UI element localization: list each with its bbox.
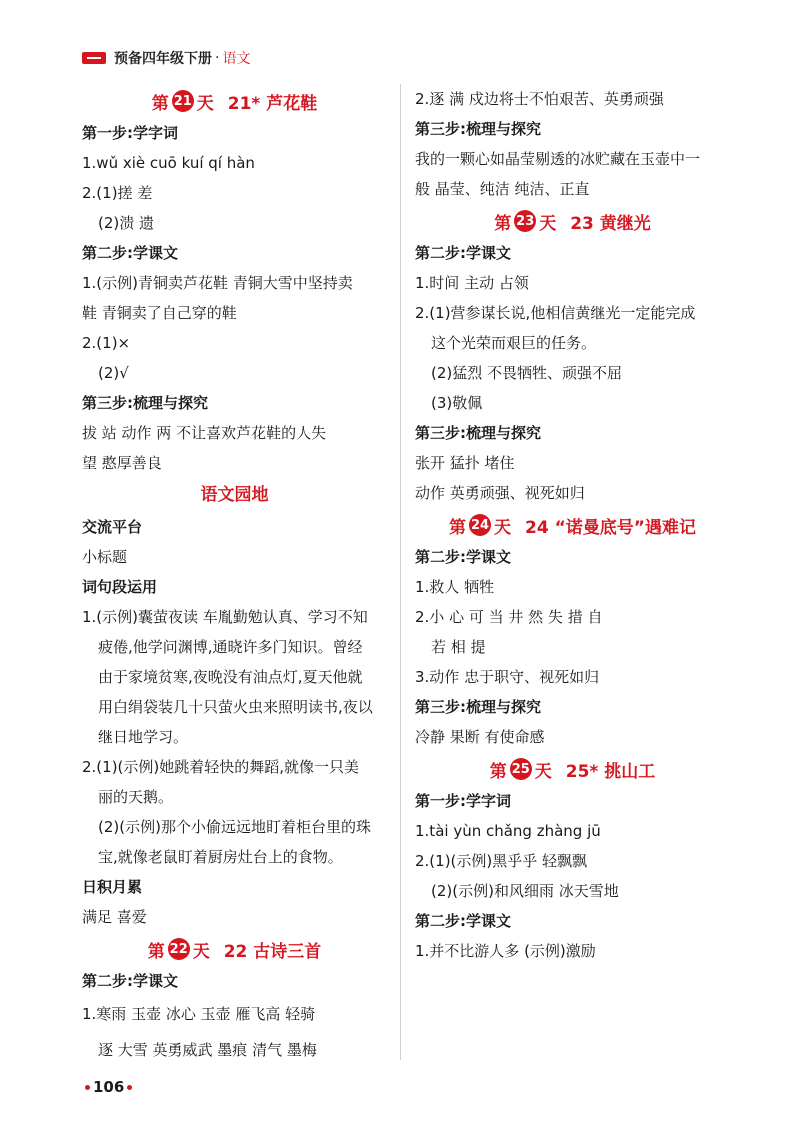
page-header [82, 46, 250, 70]
day-unit: 天 [539, 213, 557, 234]
day-number-badge: 21 [172, 90, 194, 112]
day-prefix: 第 [494, 213, 512, 234]
day-heading [82, 932, 387, 966]
answer-line: 宝,就像老鼠盯着厨房灶台上的食物。 [98, 848, 343, 866]
answer-line: 1.wǔ xiè cuō kuí qí hàn [82, 154, 255, 172]
answer-line: 小标题 [82, 548, 128, 566]
page-number [82, 1078, 135, 1096]
step-heading: 第二步:学课文 [82, 972, 178, 990]
answer-line: 我的一颗心如晶莹剔透的冰贮藏在玉壶中一 [415, 150, 701, 168]
answer-line: 由于家境贫寒,夜晚没有油点灯,夏天他就 [98, 668, 363, 686]
answer-line: 2.逐 满 戍边将士不怕艰苦、英勇顽强 [415, 90, 664, 108]
day-unit: 天 [494, 517, 512, 538]
answer-line: 用白绢袋装几十只萤火虫来照明读书,夜以 [98, 698, 373, 716]
day-heading [415, 508, 730, 542]
day-heading [82, 84, 387, 118]
answer-line: 2.(1)(示例)黑乎乎 轻飘飘 [415, 852, 588, 870]
answer-line: 冷静 果断 有使命感 [415, 728, 545, 746]
answer-line: (3)敬佩 [431, 394, 483, 412]
answer-line: 1.时间 主动 占领 [415, 274, 529, 292]
section-heading: 语文园地 [200, 485, 269, 505]
answer-line: 张开 猛扑 堵住 [415, 454, 515, 472]
answer-line: 拔 站 动作 两 不让喜欢芦花鞋的人失 [82, 424, 327, 442]
page-number-text: 106 [93, 1078, 125, 1096]
day-unit: 天 [192, 941, 210, 962]
step-heading: 日积月累 [82, 878, 143, 896]
answer-line: 3.动作 忠于职守、视死如归 [415, 668, 600, 686]
day-heading [415, 204, 730, 238]
day-unit: 天 [196, 93, 214, 114]
answer-line: 2.(1)搓 差 [82, 184, 153, 202]
answer-line: 鞋 青铜卖了自己穿的鞋 [82, 304, 237, 322]
step-heading: 第一步:学字词 [415, 792, 511, 810]
answer-line: (2)(示例)和风细雨 冰天雪地 [431, 882, 619, 900]
step-heading: 词句段运用 [82, 578, 158, 596]
answer-line: 丽的天鹅。 [98, 788, 174, 806]
step-heading: 第一步:学字词 [82, 124, 178, 142]
book-title: 预备四年级下册 [114, 51, 212, 67]
step-heading: 第三步:梳理与探究 [82, 394, 208, 412]
day-number-badge: 23 [514, 210, 536, 232]
answer-line: 1.寒雨 玉壶 冰心 玉壶 雁飞高 轻骑 [82, 1005, 316, 1023]
step-heading: 第二步:学课文 [415, 912, 511, 930]
step-heading: 交流平台 [82, 518, 143, 536]
lesson-title: 22 古诗三首 [223, 941, 322, 962]
answer-line: 1.tài yùn chǎng zhàng jū [415, 822, 601, 840]
day-number-badge: 22 [168, 938, 190, 960]
answer-line: 望 憨厚善良 [82, 454, 162, 472]
answer-line: 满足 喜爱 [82, 908, 147, 926]
day-prefix: 第 [151, 93, 169, 114]
step-heading: 第二步:学课文 [415, 244, 511, 262]
answer-line: 疲倦,他学问渊博,通晓许多门知识。曾经 [98, 638, 363, 656]
right-column [415, 84, 730, 966]
column-divider [400, 84, 401, 1060]
lesson-title: 21* 芦花鞋 [227, 93, 318, 114]
header-separator: · [215, 50, 220, 66]
page-dot-icon [85, 1085, 90, 1090]
lesson-title: 24 “诺曼底号”遇难记 [525, 517, 696, 538]
answer-line: (2)猛烈 不畏牺牲、顽强不屈 [431, 364, 623, 382]
day-heading [415, 752, 730, 786]
lesson-title: 23 黄继光 [570, 213, 651, 234]
answer-line: 逐 大雪 英勇威武 墨痕 清气 墨梅 [98, 1041, 317, 1059]
answer-line: (2)(示例)那个小偷远远地盯着柜台里的珠 [98, 818, 371, 836]
day-unit: 天 [534, 761, 552, 782]
day-number-badge: 24 [469, 514, 491, 536]
step-heading: 第三步:梳理与探究 [415, 698, 541, 716]
left-column [82, 84, 387, 1068]
answer-line: 2.(1)(示例)她跳着轻快的舞蹈,就像一只美 [82, 758, 360, 776]
answer-line: 2.(1)× [82, 334, 131, 352]
answer-line: 1.救人 牺牲 [415, 578, 495, 596]
answer-line: 1.(示例)青铜卖芦花鞋 青铜大雪中坚持卖 [82, 274, 353, 292]
answer-line: 般 晶莹、纯洁 纯洁、正直 [415, 180, 590, 198]
step-heading: 第三步:梳理与探究 [415, 120, 541, 138]
subject-label: 语文 [222, 51, 251, 67]
answer-line: 2.小 心 可 当 井 然 失 措 自 [415, 608, 603, 626]
answer-line: 这个光荣而艰巨的任务。 [431, 334, 597, 352]
day-prefix: 第 [489, 761, 507, 782]
answer-line: 1.并不比游人多 (示例)激励 [415, 942, 596, 960]
brand-logo-icon [82, 52, 106, 64]
page-dot-icon [127, 1085, 132, 1090]
day-number-badge: 25 [510, 758, 532, 780]
step-heading: 第二步:学课文 [415, 548, 511, 566]
lesson-title: 25* 挑山工 [565, 761, 656, 782]
answer-line: 继日地学习。 [98, 728, 189, 746]
answer-line: 若 相 提 [431, 638, 486, 656]
answer-line: (2)溃 遗 [98, 214, 155, 232]
day-prefix: 第 [449, 517, 467, 538]
step-heading: 第二步:学课文 [82, 244, 178, 262]
day-prefix: 第 [147, 941, 165, 962]
answer-line: 动作 英勇顽强、视死如归 [415, 484, 585, 502]
answer-line: 1.(示例)囊萤夜读 车胤勤勉认真、学习不知 [82, 608, 368, 626]
step-heading: 第三步:梳理与探究 [415, 424, 541, 442]
answer-line: (2)√ [98, 364, 129, 382]
answer-line: 2.(1)营参谋长说,他相信黄继光一定能完成 [415, 304, 696, 322]
